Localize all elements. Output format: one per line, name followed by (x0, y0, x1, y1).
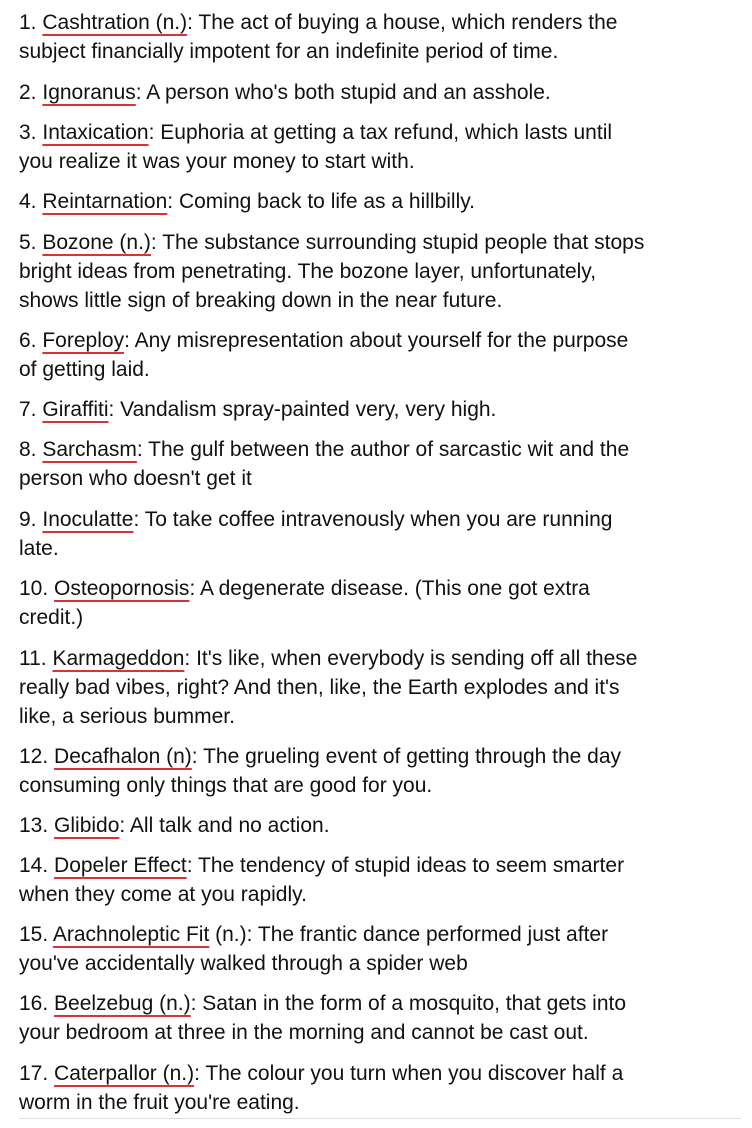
item-text: consuming only things that are good for you. (19, 774, 433, 797)
list-item (19, 78, 741, 107)
item-term: Inoculatte (42, 508, 134, 531)
item-text: : Any misrepresentation about yourself for the purpose (124, 329, 629, 352)
item-text: : The act of buying a house, which renders the (187, 11, 618, 34)
item-term: Caterpallor (n.) (54, 1062, 195, 1085)
item-term: Decafhalon (n) (54, 745, 192, 768)
item-term: Foreploy (42, 329, 125, 352)
list-item (19, 851, 741, 909)
item-text: late. (19, 537, 59, 560)
item-text: : The grueling event of getting through the day (191, 745, 622, 768)
list-item (19, 187, 741, 216)
item-number: 3. (19, 121, 43, 144)
list-item (19, 644, 741, 731)
item-text: : All talk and no action. (119, 814, 330, 837)
list-item (19, 742, 741, 800)
item-number: 16. (19, 992, 55, 1015)
item-text: : Euphoria at getting a tax refund, which lasts until (148, 121, 613, 144)
item-text: subject financially impotent for an indefinite period of time. (19, 40, 559, 63)
item-text: of getting laid. (19, 358, 150, 381)
item-text: : A degenerate disease. (This one got extra (189, 577, 590, 600)
item-term: Osteopornosis (54, 577, 190, 600)
item-text: : Satan in the form of a mosquito, that gets into (190, 992, 627, 1015)
item-number: 13. (19, 814, 55, 837)
item-number: 2. (19, 81, 43, 104)
item-text: : To take coffee intravenously when you are running (133, 508, 613, 531)
item-text: person who doesn't get it (19, 467, 252, 490)
list-item (19, 505, 741, 563)
item-term: Reintarnation (42, 190, 168, 213)
item-text: : Coming back to life as a hillbilly. (167, 190, 476, 213)
list-item (19, 8, 741, 66)
item-number: 15. (19, 923, 53, 946)
item-text: : It's like, when everybody is sending off all these (184, 647, 638, 670)
item-number: 4. (19, 190, 43, 213)
item-number: 9. (19, 508, 43, 531)
list-item (19, 574, 741, 632)
item-term: Beelzebug (n.) (54, 992, 191, 1015)
item-text: shows little sign of breaking down in the near future. (19, 289, 503, 312)
list-item (19, 118, 741, 176)
item-text: really bad vibes, right? And then, like, the Earth explodes and it's (19, 676, 620, 699)
item-term: Bozone (n.) (42, 231, 151, 254)
item-term: Arachnoleptic Fit (52, 923, 210, 946)
item-term: Karmageddon (52, 647, 185, 670)
item-term: Cashtration (n.) (42, 11, 188, 34)
item-number: 14. (19, 854, 55, 877)
item-term: Glibido (54, 814, 120, 837)
item-text: credit.) (19, 606, 84, 629)
item-text: you realize it was your money to start with. (19, 150, 415, 173)
item-number: 11. (19, 647, 53, 670)
item-text: : The colour you turn when you discover half a (194, 1062, 624, 1085)
list-item (19, 228, 741, 315)
item-text: like, a serious bummer. (19, 705, 235, 728)
bottom-divider (19, 1118, 741, 1119)
item-number: 6. (19, 329, 43, 352)
item-text: worm in the fruit you're eating. (19, 1091, 300, 1114)
item-text: your bedroom at three in the morning and cannot be cast out. (19, 1021, 589, 1044)
list-item (19, 989, 741, 1047)
item-text: : The substance surrounding stupid people that stops (150, 231, 645, 254)
item-term: Ignoranus (42, 81, 136, 104)
item-term: Dopeler Effect (54, 854, 187, 877)
item-number: 10. (19, 577, 55, 600)
item-number: 7. (19, 398, 43, 421)
item-text: : The gulf between the author of sarcastic wit and the (136, 438, 630, 461)
item-number: 1. (19, 11, 43, 34)
item-term: Intaxication (42, 121, 149, 144)
item-text: when they come at you rapidly. (19, 883, 307, 906)
item-term: Giraffiti (42, 398, 109, 421)
item-term: Sarchasm (42, 438, 137, 461)
list-item (19, 395, 741, 424)
item-number: 8. (19, 438, 43, 461)
item-text: : Vandalism spray-painted very, very high. (108, 398, 497, 421)
item-text: you've accidentally walked through a spider web (19, 952, 468, 975)
list-item (19, 811, 741, 840)
item-number: 5. (19, 231, 43, 254)
list-item (19, 920, 741, 978)
item-text: bright ideas from penetrating. The bozone layer, unfortunately, (19, 260, 597, 283)
item-number: 17. (19, 1062, 55, 1085)
item-text: : A person who's both stupid and an asshole. (135, 81, 551, 104)
item-text: : The tendency of stupid ideas to seem smarter (186, 854, 625, 877)
list-item (19, 435, 741, 493)
item-number: 12. (19, 745, 55, 768)
list-item (19, 326, 741, 384)
item-text: (n.): The frantic dance performed just after (209, 923, 609, 946)
list-item (19, 1059, 741, 1117)
